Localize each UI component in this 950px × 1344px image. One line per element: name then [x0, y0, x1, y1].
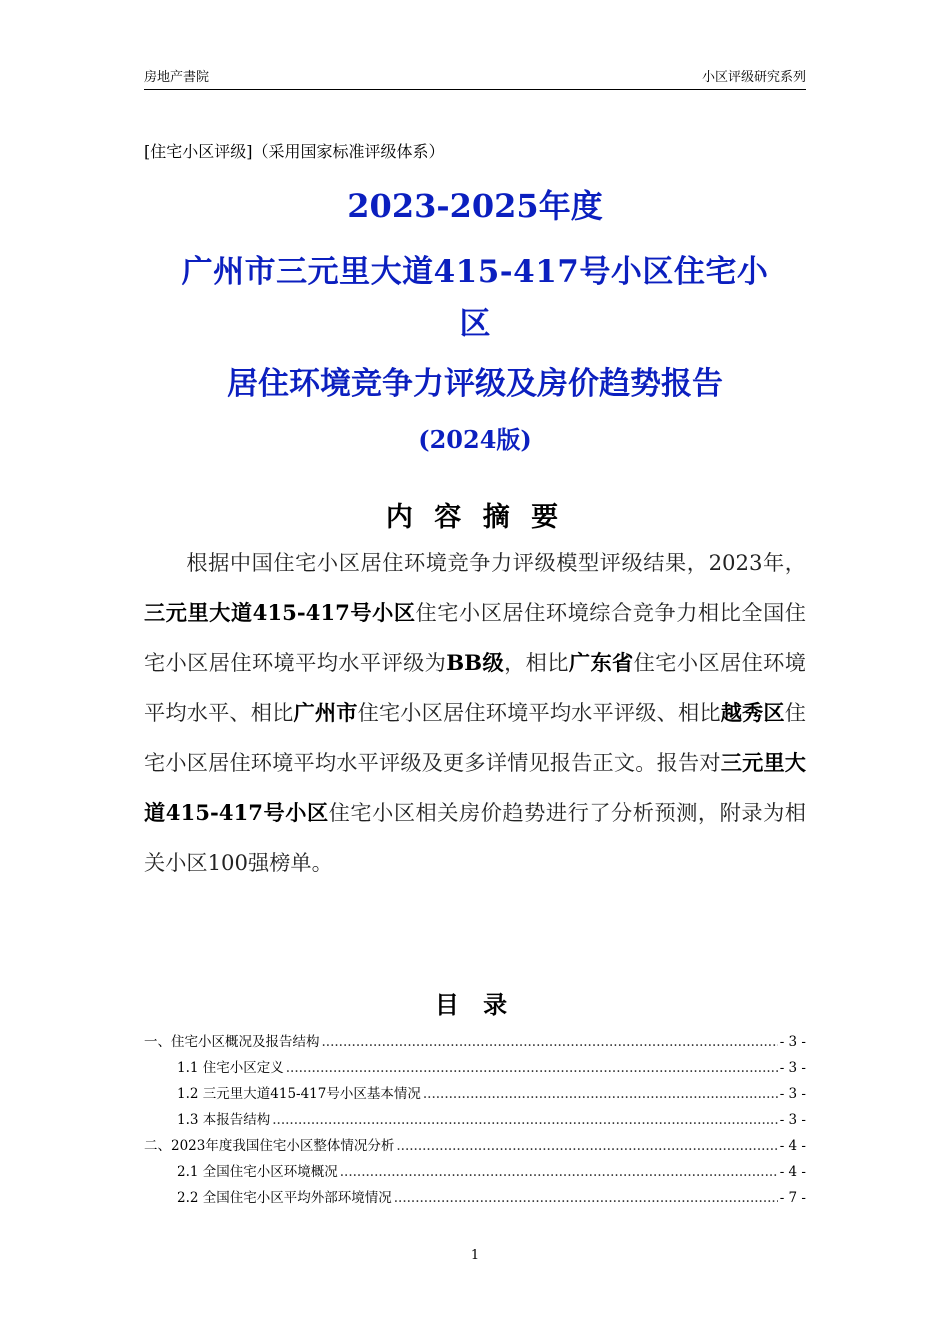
header-divider: [144, 89, 806, 90]
summary-text: 住宅小区居住环境综合竞争力相比全国住宅小区居住环境平均水平评级为: [144, 600, 806, 675]
toc-entry-label: 一、住宅小区概况及报告结构: [144, 1034, 320, 1050]
toc-leader-dots: [340, 1159, 778, 1185]
toc-entry-label: 2.1 全国住宅小区环境概况: [177, 1164, 338, 1180]
toc-entry-page: - 4 -: [779, 1164, 806, 1180]
table-of-contents: [144, 1029, 806, 1211]
toc-leader-dots: [322, 1029, 778, 1055]
summary-text: 住宅小区居住环境平均水平评级及更多详情见报告正文。报告对: [144, 700, 806, 775]
toc-entry-page: - 4 -: [779, 1138, 806, 1154]
toc-entry-label: 1.2 三元里大道415-417号小区基本情况: [177, 1086, 421, 1102]
summary-highlight: 越秀区: [720, 700, 785, 725]
toc-entry[interactable]: [144, 1185, 806, 1211]
summary-highlight: 广东省: [568, 650, 634, 675]
toc-entry[interactable]: [144, 1133, 806, 1159]
page-number: 1: [470, 1248, 480, 1263]
toc-entry-page: - 7 -: [779, 1190, 806, 1206]
toc-entry[interactable]: [144, 1055, 806, 1081]
header-left-text: 房地产書院: [144, 70, 210, 85]
toc-heading: 目 录: [434, 991, 516, 1019]
summary-highlight: 三元里大道415-417号小区: [144, 600, 416, 625]
toc-entry-page: - 3 -: [779, 1034, 806, 1050]
toc-entry-label: 1.1 住宅小区定义: [177, 1060, 284, 1076]
summary-highlight: 三元里大道415-417号小区: [144, 750, 806, 825]
summary-text: 住宅小区居住环境平均水平、相比: [144, 650, 806, 725]
toc-leader-dots: [272, 1107, 777, 1133]
toc-entry-page: - 3 -: [779, 1112, 806, 1128]
toc-leader-dots: [423, 1081, 778, 1107]
toc-entry-label: 1.3 本报告结构: [177, 1112, 271, 1128]
toc-leader-dots: [396, 1133, 777, 1159]
title-line-1: 2023-2025年度: [347, 187, 603, 225]
summary-text: ，相比: [504, 650, 569, 675]
toc-entry-page: - 3 -: [779, 1086, 806, 1102]
toc-entry[interactable]: [144, 1081, 806, 1107]
title-line-2: 广州市三元里大道415-417号小区住宅小: [181, 254, 769, 290]
header-right-text: 小区评级研究系列: [701, 70, 806, 85]
title-edition: (2024版): [418, 425, 532, 454]
toc-entry-label: 2.2 全国住宅小区平均外部环境情况: [177, 1190, 392, 1206]
summary-heading: 内 容 摘 要: [385, 502, 565, 533]
toc-entry-page: - 3 -: [779, 1060, 806, 1076]
summary-text: 住宅小区相关房价趋势进行了分析预测，附录为相关小区100强榜单。: [144, 800, 806, 875]
title-line-3: 区: [459, 306, 491, 342]
title-line-4: 居住环境竞争力评级及房价趋势报告: [227, 366, 723, 402]
toc-entry[interactable]: [144, 1159, 806, 1185]
toc-entry[interactable]: [144, 1029, 806, 1055]
toc-leader-dots: [394, 1185, 778, 1211]
toc-leader-dots: [286, 1055, 778, 1081]
summary-text: 根据中国住宅小区居住环境竞争力评级模型评级结果，2023年，: [186, 550, 806, 575]
summary-paragraph: [144, 538, 806, 888]
toc-entry-label: 二、2023年度我国住宅小区整体情况分析: [144, 1138, 395, 1154]
toc-entry[interactable]: [144, 1107, 806, 1133]
summary-text: 住宅小区居住环境平均水平评级、相比: [357, 700, 721, 725]
summary-highlight: BB级: [446, 650, 505, 675]
report-category-tag: [住宅小区评级]（采用国家标准评级体系）: [144, 142, 445, 161]
summary-highlight: 广州市: [293, 700, 358, 725]
